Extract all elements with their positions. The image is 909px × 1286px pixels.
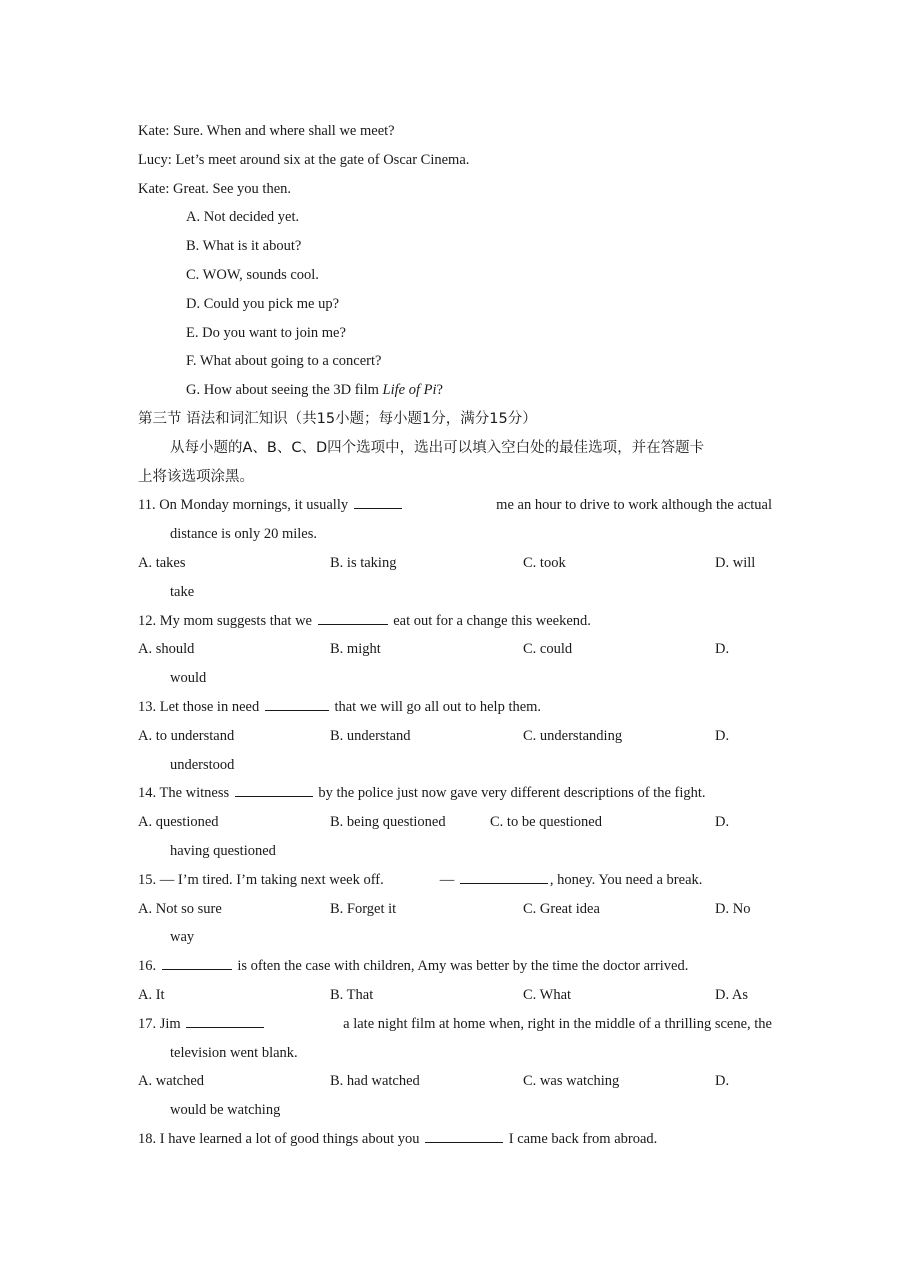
choice-d-cont: way	[170, 929, 195, 946]
answer-blank	[460, 869, 548, 884]
answer-blank	[425, 1128, 503, 1143]
choice-c: C. Great idea	[523, 900, 600, 917]
option-g	[138, 376, 772, 405]
answer-blank	[318, 610, 388, 625]
option-f: F. What about going to a concert?	[186, 353, 382, 370]
question-text: 16.	[138, 958, 157, 975]
choices-15	[138, 895, 772, 924]
choice-d: D.	[715, 814, 730, 831]
question-14	[138, 779, 772, 808]
question-12	[138, 607, 772, 636]
option-d: D. Could you pick me up?	[186, 295, 340, 312]
choices-14	[138, 808, 772, 837]
choice-d-cont: take	[170, 583, 195, 600]
choice-b: B. That	[330, 986, 374, 1003]
question-text: 17. Jim	[138, 1015, 181, 1032]
choice-c: C. took	[523, 554, 566, 571]
option-g-suffix: ?	[436, 382, 443, 399]
question-text: , honey. You need a break.	[549, 871, 703, 888]
dialogue-line: Kate: Great. See you then.	[138, 180, 292, 197]
option-b: B. What is it about?	[186, 238, 302, 255]
answer-blank	[354, 494, 402, 509]
choice-a: A. watched	[138, 1073, 205, 1090]
choice-b: B. is taking	[330, 554, 397, 571]
choice-b: B. Forget it	[330, 900, 397, 917]
choice-b: B. might	[330, 641, 381, 658]
choice-d: D. No	[715, 900, 751, 917]
question-11-cont: distance is only 20 miles.	[170, 526, 317, 543]
question-text: I came back from abroad.	[508, 1130, 658, 1147]
question-11	[138, 491, 772, 520]
option-e: E. Do you want to join me?	[186, 324, 346, 341]
answer-blank	[186, 1013, 264, 1028]
question-text: 12. My mom suggests that we	[138, 612, 312, 629]
choice-c: C. to be questioned	[490, 814, 602, 831]
section-instruction: 从每小题的A、B、C、D四个选项中，选出可以填入空白处的最佳选项，并在答题卡	[170, 439, 705, 456]
choice-c: C. could	[523, 641, 573, 658]
section-instruction-cont: 上将该选项涂黑。	[138, 468, 254, 485]
choices-12	[138, 635, 772, 664]
choice-a: A. questioned	[138, 814, 219, 831]
choices-13	[138, 722, 772, 751]
choice-a: A. to understand	[138, 727, 235, 744]
question-text: me an hour to drive to work although the actual	[496, 497, 772, 514]
choice-d-cont: would be watching	[170, 1102, 281, 1119]
question-text: 15. — I’m tired. I’m taking next week off.	[138, 871, 384, 888]
question-15	[138, 866, 772, 895]
choices-16	[138, 981, 772, 1010]
choice-a: A. It	[138, 986, 165, 1003]
choices-11	[138, 549, 772, 578]
choice-d-cont: would	[170, 670, 207, 687]
dialogue-line: Kate: Sure. When and where shall we meet?	[138, 123, 395, 139]
choice-d: D.	[715, 1073, 730, 1090]
choice-d: D.	[715, 727, 730, 744]
choice-d-cont: understood	[170, 756, 235, 773]
question-18	[138, 1125, 772, 1154]
question-text: that we will go all out to help them.	[334, 698, 542, 715]
choice-d-cont: having questioned	[170, 842, 276, 859]
question-17-cont: television went blank.	[170, 1044, 298, 1061]
option-g-film: Life of Pi	[382, 382, 437, 399]
choice-d: D. will	[715, 554, 756, 571]
option-c: C. WOW, sounds cool.	[186, 266, 319, 283]
answer-blank	[235, 782, 313, 797]
option-a: A. Not decided yet.	[186, 209, 300, 226]
choice-b: B. understand	[330, 727, 411, 744]
section-title: 第三节 语法和词汇知识（共15小题；每小题1分，满分15分）	[138, 410, 537, 427]
question-text: —	[439, 871, 455, 888]
answer-blank	[265, 696, 329, 711]
question-text: is often the case with children, Amy was better by the time the doctor arrived.	[237, 958, 689, 975]
answer-blank	[162, 955, 232, 970]
choice-a: A. should	[138, 641, 195, 658]
question-text: 18. I have learned a lot of good things about you	[138, 1130, 420, 1147]
question-text: 13. Let those in need	[138, 698, 260, 715]
question-text: 14. The witness	[138, 785, 230, 802]
choice-b: B. had watched	[330, 1073, 420, 1090]
choices-17	[138, 1067, 772, 1096]
question-13	[138, 693, 772, 722]
question-17	[138, 1010, 772, 1039]
choice-d: D. As	[715, 986, 749, 1003]
choice-b: B. being questioned	[330, 814, 446, 831]
exam-page	[138, 117, 772, 1154]
question-text: by the police just now gave very different descriptions of the fight.	[318, 785, 706, 802]
question-16	[138, 952, 772, 981]
choice-d: D.	[715, 641, 730, 658]
choice-a: A. Not so sure	[138, 900, 222, 917]
question-text: eat out for a change this weekend.	[393, 612, 591, 629]
question-text: 11. On Monday mornings, it usually	[138, 497, 349, 514]
choice-c: C. What	[523, 986, 572, 1003]
choice-a: A. takes	[138, 554, 186, 571]
choice-c: C. was watching	[523, 1073, 620, 1090]
dialogue-line: Lucy: Let’s meet around six at the gate of Oscar Cinema.	[138, 151, 470, 168]
option-g-prefix: G. How about seeing the 3D film	[186, 382, 383, 399]
question-text: a late night film at home when, right in the middle of a thrilling scene, the	[343, 1015, 772, 1032]
choice-c: C. understanding	[523, 727, 623, 744]
